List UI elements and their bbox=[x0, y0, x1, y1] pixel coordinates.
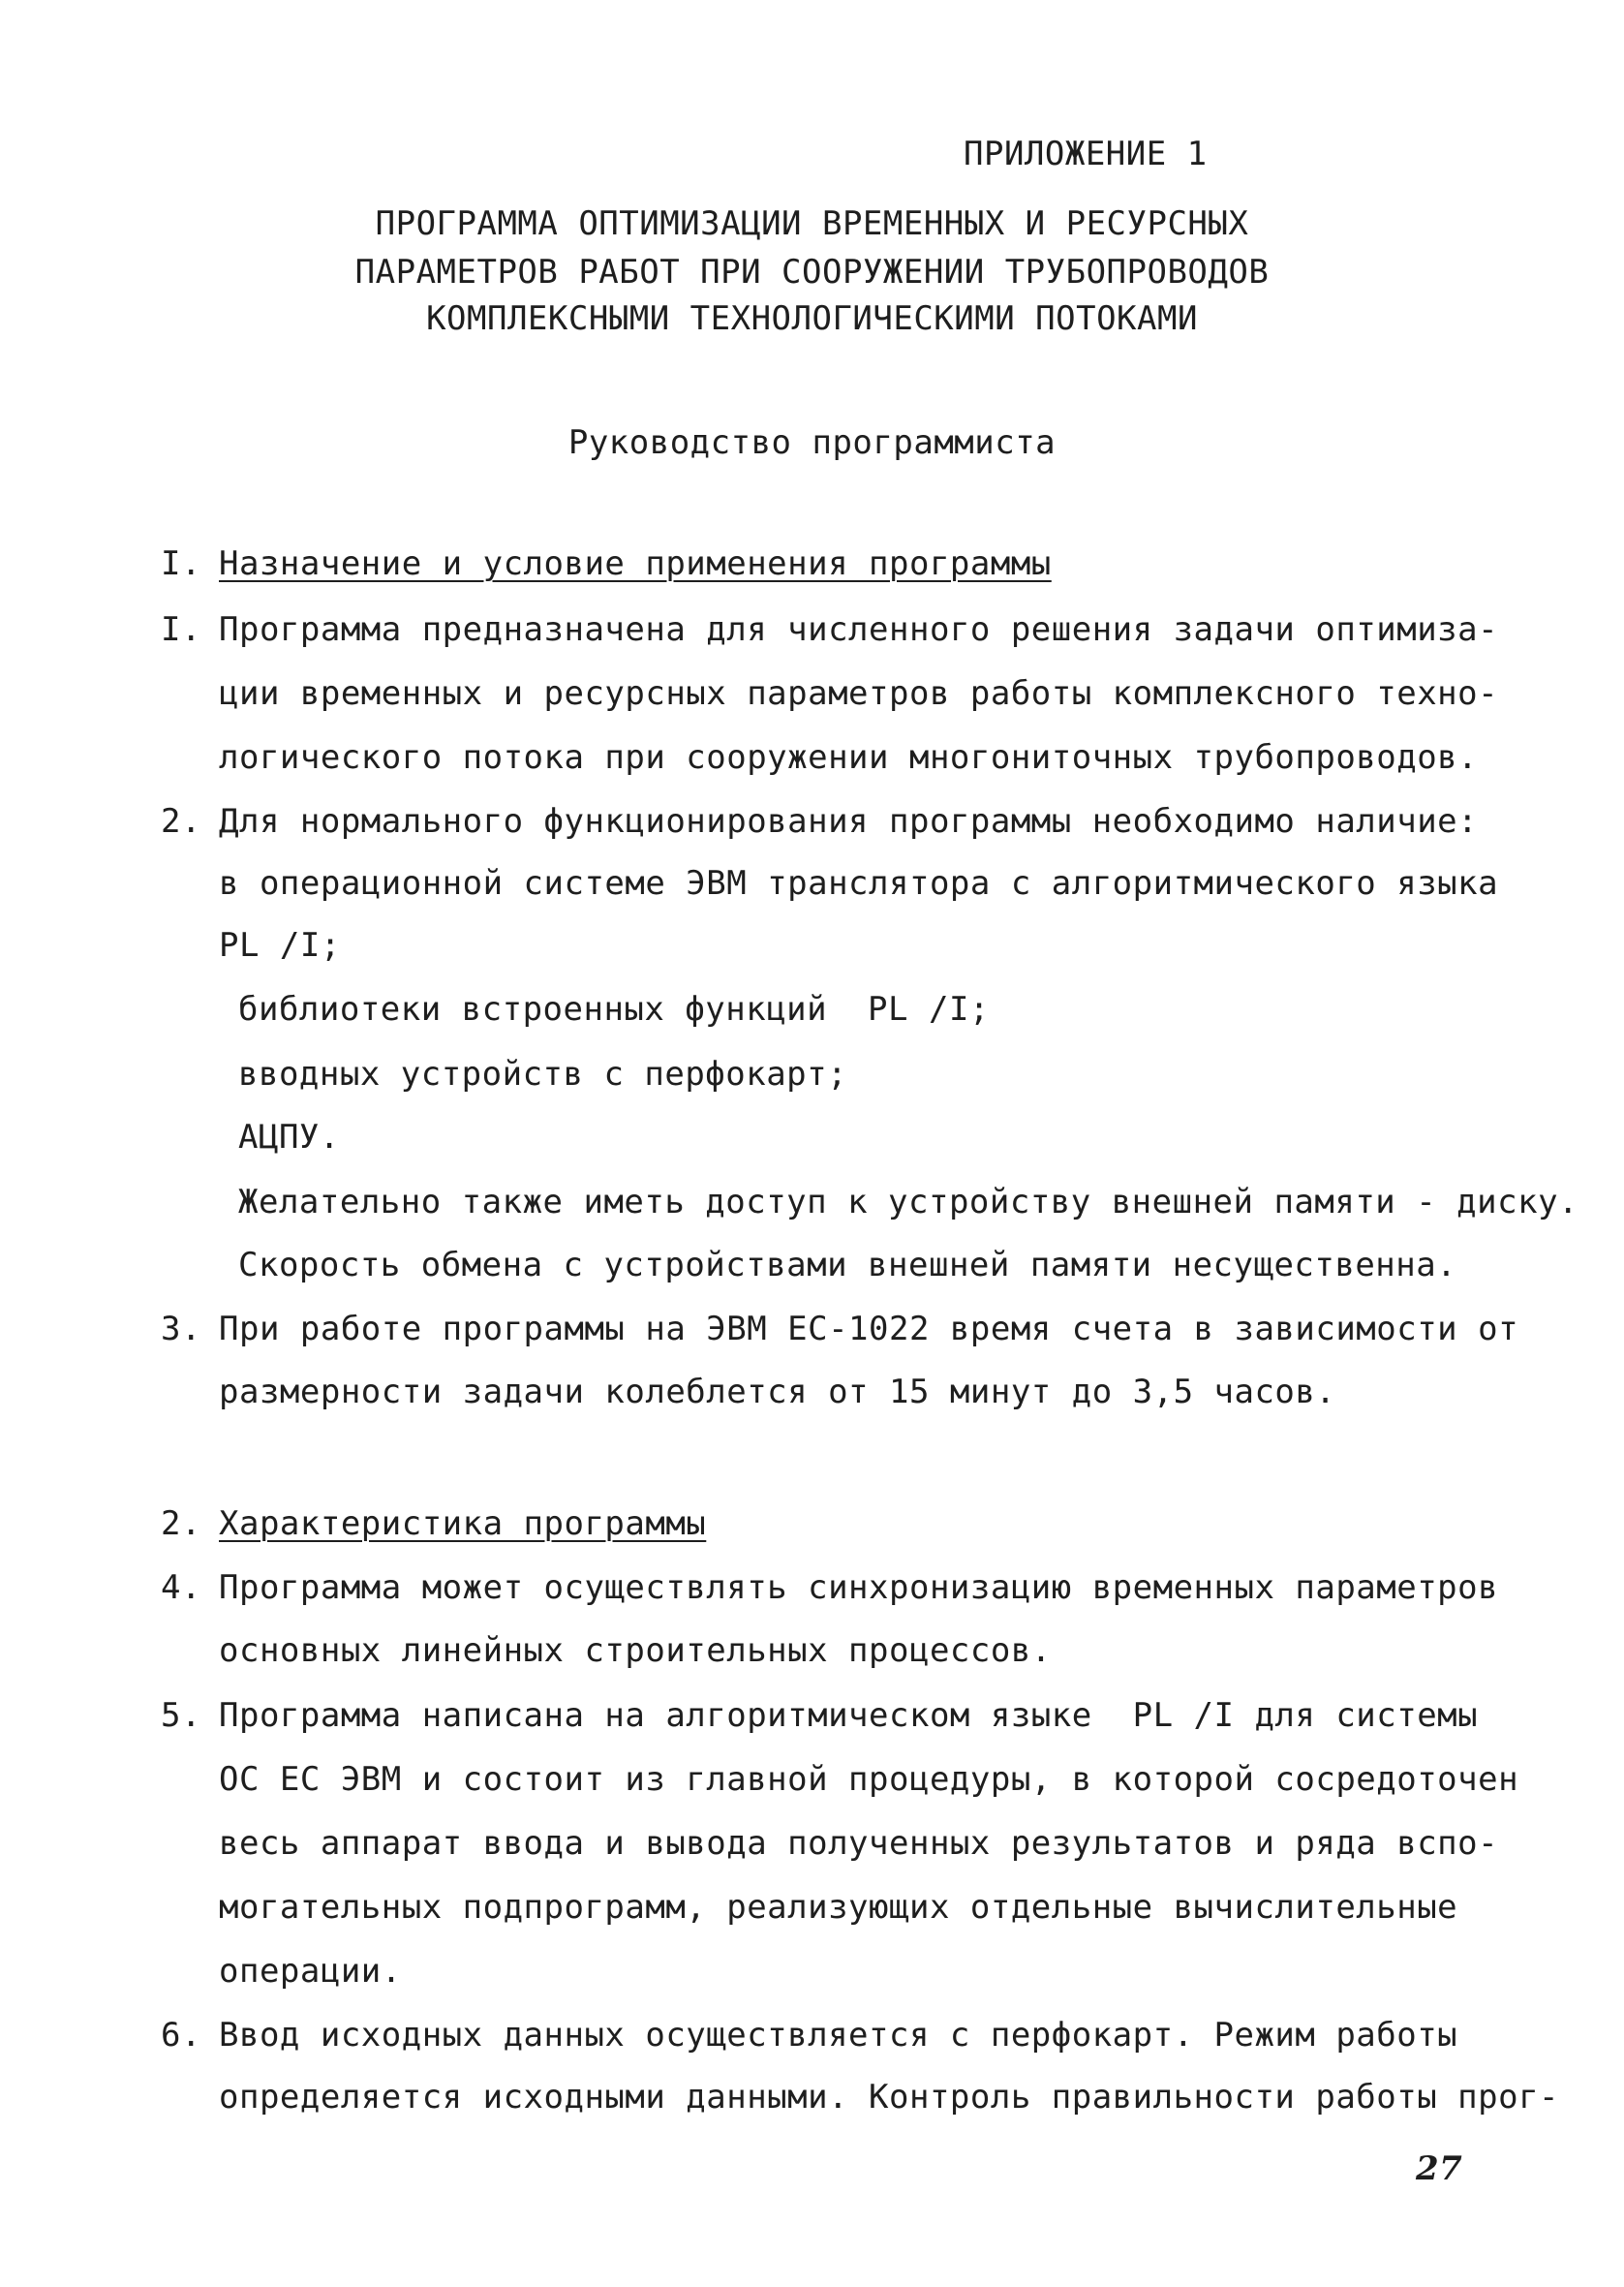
page-number: 27 bbox=[1416, 2149, 1463, 2188]
paragraph-line: библиотеки встроенных функций PL /I; bbox=[238, 990, 990, 1029]
section-heading: Назначение и условие применения программы bbox=[219, 544, 1052, 583]
paragraph-line: Ввод исходных данных осуществляется с перфокарт. Режим работы bbox=[219, 2016, 1458, 2055]
paragraph-line: весь аппарат ввода и вывода полученных результатов и ряда вспо- bbox=[219, 1824, 1499, 1863]
paragraph-line: Программа предназначена для численного решения задачи оптимиза- bbox=[219, 610, 1499, 649]
section-heading: Характеристика программы bbox=[219, 1504, 707, 1543]
item-number: 6. bbox=[161, 2016, 201, 2055]
item-number: I. bbox=[161, 610, 201, 649]
section-number: I. bbox=[161, 544, 201, 583]
paragraph-line: ции временных и ресурсных параметров работы комплексного техно- bbox=[219, 674, 1499, 713]
paragraph-line: размерности задачи колеблется от 15 минут до 3,5 часов. bbox=[219, 1373, 1336, 1411]
paragraph-line: операции. bbox=[219, 1952, 402, 1991]
paragraph-line: PL /I; bbox=[219, 926, 341, 965]
paragraph-line: АЦПУ. bbox=[238, 1118, 340, 1157]
title-line: ПРОГРАММА ОПТИМИЗАЦИИ ВРЕМЕННЫХ И РЕСУРСНЫХ bbox=[375, 204, 1249, 243]
paragraph-line: логического потока при сооружении многониточных трубопроводов. bbox=[219, 738, 1479, 777]
paragraph-line: Программа написана на алгоритмическом языке PL /I для системы bbox=[219, 1696, 1479, 1735]
paragraph-line: Желательно также иметь доступ к устройству внешней памяти - диску. bbox=[238, 1183, 1579, 1221]
paragraph-line: определяется исходными данными. Контроль правильности работы прог- bbox=[219, 2078, 1560, 2117]
paragraph-line: могательных подпрограмм, реализующих отдельные вычислительные bbox=[219, 1888, 1458, 1927]
item-number: 5. bbox=[161, 1696, 201, 1735]
paragraph-line: в операционной системе ЭВМ транслятора с алгоритмического языка bbox=[219, 864, 1499, 903]
item-number: 2. bbox=[161, 802, 201, 841]
paragraph-line: ОС ЕС ЭВМ и состоит из главной процедуры, в которой сосредоточен bbox=[219, 1760, 1519, 1799]
paragraph-line: основных линейных строительных процессов. bbox=[219, 1631, 1052, 1670]
paragraph-line: вводных устройств с перфокарт; bbox=[238, 1055, 848, 1094]
title-line: ПАРАМЕТРОВ РАБОТ ПРИ СООРУЖЕНИИ ТРУБОПРОВОДОВ bbox=[354, 253, 1270, 292]
title-line: КОМПЛЕКСНЫМИ ТЕХНОЛОГИЧЕСКИМИ ПОТОКАМИ bbox=[426, 299, 1198, 338]
item-number: 3. bbox=[161, 1310, 201, 1348]
section-number: 2. bbox=[161, 1504, 201, 1543]
item-number: 4. bbox=[161, 1568, 201, 1607]
document-subtitle: Руководство программиста bbox=[567, 423, 1057, 462]
paragraph-line: Скорость обмена с устройствами внешней памяти несущественна. bbox=[238, 1246, 1457, 1284]
paragraph-line: При работе программы на ЭВМ ЕС-1022 время счета в зависимости от bbox=[219, 1310, 1519, 1348]
paragraph-line: Программа может осуществлять синхронизацию временных параметров bbox=[219, 1568, 1499, 1607]
paragraph-line: Для нормального функционирования программы необходимо наличие: bbox=[219, 802, 1479, 841]
appendix-label: ПРИЛОЖЕНИЕ 1 bbox=[964, 135, 1208, 173]
